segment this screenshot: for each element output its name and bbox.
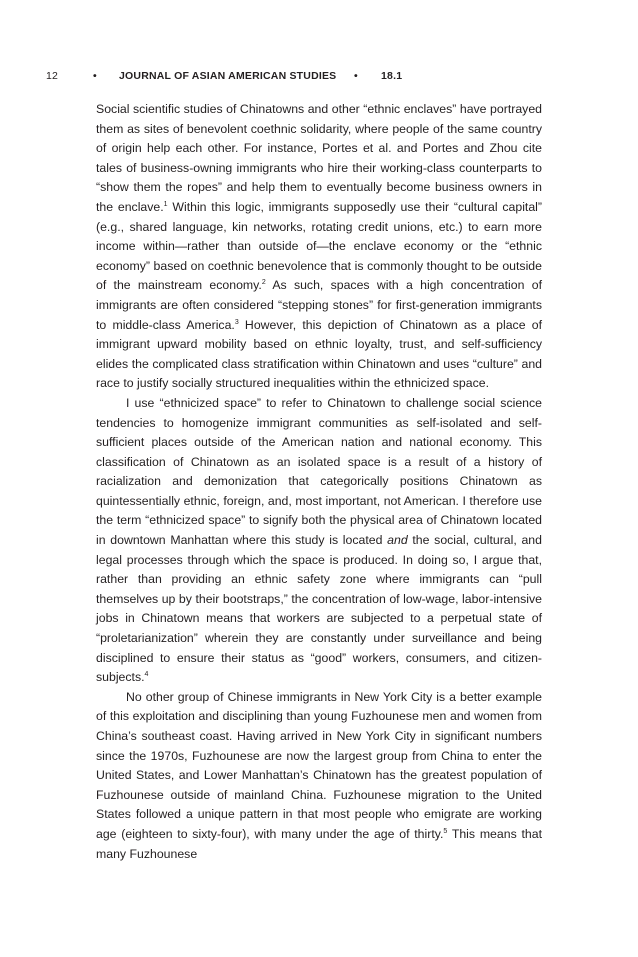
page-number: 12 [46, 70, 59, 82]
header-bullet: • [93, 70, 97, 82]
paragraph-text: I use “ethnicized space” to refer to Chinatown to challenge social science tendencies to homogenize immigrant communities as self-isolated and self-sufficient places outside of the American nation and national economy. This classification of Chinatown as an isolated space is a result of a history of racialization and demonization that categorically positions Chinatown as quintessentially ethnic, foreign, and, most important, not American. I therefore use the term “ethnicized space” to signify both the physical area of Chinatown located in downtown Manhattan where this study is located [96, 395, 542, 548]
emphasis: and [387, 533, 408, 548]
running-header [0, 68, 638, 84]
header-bullet: • [354, 70, 358, 82]
paragraph-text: This means that many Fuzhounese [96, 826, 542, 861]
paragraph-text: the social, cultural, and legal processes through which the space is produced. In doing so, I argue that, rather than providing an ethnic safety zone where immigrants can “pull themselves up by their bootstraps,” the concentration of low-wage, labor-intensive jobs in Chinatown means that workers are subjected to a perpetual state of “proletarianization” wherein they are constantly under surveillance and being disciplined to ensure their status as “good” workers, consumers, and citizen-subjects. [96, 533, 542, 685]
paragraph-text: Social scientific studies of Chinatowns and other “ethnic enclaves” have portrayed them as sites of benevolent coethnic solidarity, where people of the same country of origin help each other. For instance, Portes et al. and Portes and Zhou cite tales of business-owning immigrants who hire their working-class counterparts to “show them the ropes” and help them to eventually become business owners in the enclave. [96, 102, 542, 214]
paragraph-text: As such, spaces with a high concentration of immigrants are often considered “stepping stones” for first-generation immigrants to middle-class America. [96, 278, 542, 332]
paragraph-text: Within this logic, immigrants supposedly use their “cultural capital” (e.g., shared language, kin networks, rotating credit unions, etc.) to earn more income within—rather than outside of—the enclave economy or the “ethnic economy” based on coethnic benevolence that is commonly thought to be outside of the mainstream economy. [96, 199, 543, 293]
footnote-ref: 3 [234, 318, 239, 326]
footnote-ref: 5 [443, 827, 448, 835]
paragraph-2 [96, 394, 542, 688]
paragraph-1 [96, 100, 542, 394]
footnote-ref: 1 [163, 200, 168, 208]
journal-title: JOURNAL OF ASIAN AMERICAN STUDIES [119, 70, 337, 82]
article-body [96, 100, 542, 864]
paragraph-text: No other group of Chinese immigrants in New York City is a better example of this exploitation and disciplining than young Fuzhounese men and women from China’s southeast coast. Having arrived in New York City in significant numbers since the 1970s, Fuzhounese are now the largest group from China to enter the United States, and Lower Manhattan’s Chinatown has the greatest population of Fuzhounese outside of mainland China. Fuzhounese migration to the United States followed a unique pattern in that most people who emigrate are working age (eighteen to sixty-four), with many under the age of thirty. [96, 689, 542, 841]
paragraph-text: However, this depiction of Chinatown as a place of immigrant upward mobility based on ethnic loyalty, trust, and self-sufficiency elides the complicated class stratification within Chinatown and uses “culture” and race to justify socially structured inequalities within the ethnicized space. [96, 317, 542, 391]
footnote-ref: 4 [144, 671, 149, 679]
paragraph-3 [96, 688, 542, 864]
issue-number: 18.1 [381, 70, 403, 82]
footnote-ref: 2 [261, 279, 266, 287]
